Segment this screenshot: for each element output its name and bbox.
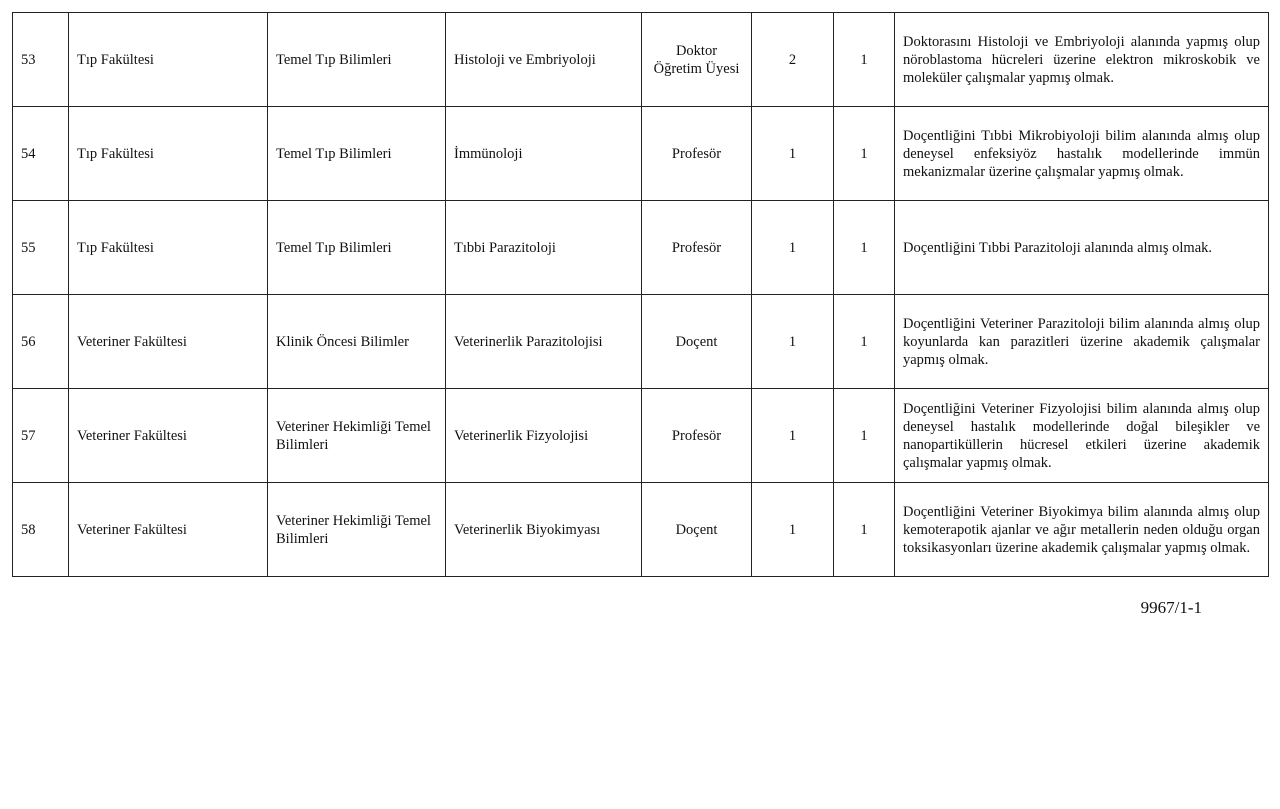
count-a-cell: 1 [752,483,834,577]
table-row [13,107,1269,201]
row-number: 57 [13,389,69,483]
faculty-cell: Veteriner Fakültesi [69,389,268,483]
title-cell: Doçent [642,483,752,577]
requirement-cell: Doçentliğini Tıbbi Parazitoloji alanında almış olmak. [895,201,1269,295]
table-row [13,389,1269,483]
row-number: 55 [13,201,69,295]
row-number: 54 [13,107,69,201]
count-b-cell: 1 [834,295,895,389]
department-cell: Temel Tıp Bilimleri [268,107,446,201]
title-cell: Profesör [642,201,752,295]
title-cell: Doçent [642,295,752,389]
department-cell: Klinik Öncesi Bilimler [268,295,446,389]
table-row [13,483,1269,577]
requirement-cell: Doçentliğini Veteriner Fizyolojisi bilim alanında almış olup deneysel hastalık modellerinde doğal bileşikler ve nanopartiküllerin hücresel etkileri üzerine akademik çalışmalar yapmış olmak. [895,389,1269,483]
department-cell: Temel Tıp Bilimleri [268,13,446,107]
department-cell: Veteriner Hekimliği Temel Bilimleri [268,389,446,483]
count-a-cell: 1 [752,389,834,483]
count-a-cell: 1 [752,201,834,295]
field-cell: Veterinerlik Fizyolojisi [446,389,642,483]
department-cell: Veteriner Hekimliği Temel Bilimleri [268,483,446,577]
field-cell: Histoloji ve Embriyoloji [446,13,642,107]
row-number: 58 [13,483,69,577]
title-cell: Profesör [642,107,752,201]
field-cell: Veterinerlik Biyokimyası [446,483,642,577]
count-b-cell: 1 [834,483,895,577]
field-cell: Veterinerlik Parazitolojisi [446,295,642,389]
count-a-cell: 1 [752,107,834,201]
field-cell: İmmünoloji [446,107,642,201]
count-b-cell: 1 [834,389,895,483]
count-b-cell: 1 [834,107,895,201]
department-cell: Temel Tıp Bilimleri [268,201,446,295]
faculty-cell: Tıp Fakültesi [69,201,268,295]
faculty-cell: Veteriner Fakültesi [69,295,268,389]
page-reference: 9967/1-1 [1140,598,1202,617]
faculty-cell: Tıp Fakültesi [69,107,268,201]
faculty-cell: Veteriner Fakültesi [69,483,268,577]
requirement-cell: Doçentliğini Tıbbi Mikrobiyoloji bilim alanında almış olup deneysel enfeksiyöz hastalık modellerinde immün mekanizmalar üzerine çalışmalar yapmış olmak. [895,107,1269,201]
table-row [13,13,1269,107]
row-number: 53 [13,13,69,107]
count-b-cell: 1 [834,13,895,107]
requirement-cell: Doktorasını Histoloji ve Embriyoloji alanında yapmış olup nöroblastoma hücreleri üzerine elektron mikroskobik ve moleküler çalışmalar yapmış olmak. [895,13,1269,107]
count-a-cell: 2 [752,13,834,107]
table-body [13,13,1269,577]
title-cell: Profesör [642,389,752,483]
requirement-cell: Doçentliğini Veteriner Parazitoloji bilim alanında almış olup koyunlarda kan parazitleri üzerine akademik çalışmalar yapmış olmak. [895,295,1269,389]
row-number: 56 [13,295,69,389]
field-cell: Tıbbi Parazitoloji [446,201,642,295]
table-row [13,201,1269,295]
title-cell: Doktor Öğretim Üyesi [642,13,752,107]
table-row [13,295,1269,389]
positions-table [12,12,1269,577]
count-b-cell: 1 [834,201,895,295]
faculty-cell: Tıp Fakültesi [69,13,268,107]
count-a-cell: 1 [752,295,834,389]
requirement-cell: Doçentliğini Veteriner Biyokimya bilim alanında almış olup kemoterapotik ajanlar ve ağır metallerin neden olduğu organ toksikasyonları üzerine akademik çalışmalar yapmış olmak. [895,483,1269,577]
